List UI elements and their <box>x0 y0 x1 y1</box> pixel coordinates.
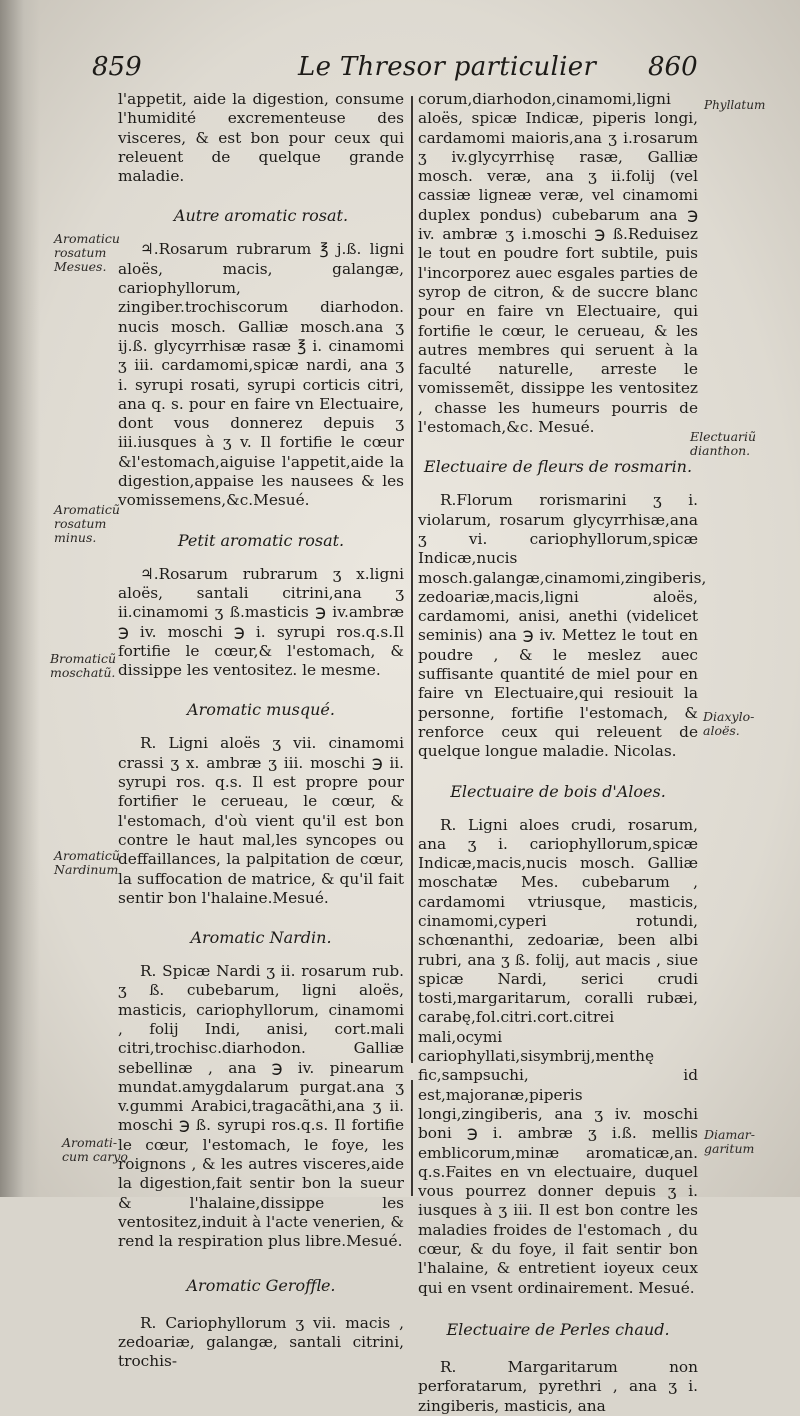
margin-note-aromatic-caryo: Aromati- cum caryo <box>62 1135 128 1164</box>
left-page-number: 859 <box>92 52 142 82</box>
section-text-fleurs-de-rosmarin: R.Florum rorismarini ʒ i. violarum, rosarum glycyrrhisæ,ana ʒ vi. cariophyllorum,spicæ Indicæ,nucis mosch.galangæ,cinamomi,zingiberis, zedoariæ,macis,ligni aloës, cardamomi, anisi, anethi (videlicet seminis) ana ℈ iv. Mettez le tout en poudre , & le meslez auec suffisante quantité de miel pour en faire vn Electuaire,qui resiouit la personne, fortifie l'estomach, & renforce ceux qui releuent de quelque longue maladie. Nicolas. <box>418 491 707 761</box>
column-rule-lower <box>411 1080 413 1196</box>
left-column <box>118 90 404 1371</box>
section-text-perles-chaud: R. Margaritarum non perforatarum, pyrethri , ana ʒ i. zingiberis, masticis, ana <box>418 1357 698 1415</box>
section-title-perles-chaud: Electuaire de Perles chaud. <box>446 1319 670 1339</box>
section-text-aromatic-geroffle: R. Cariophyllorum ʒ vii. macis , zedoariæ, galangæ, santali citrini, trochis- <box>118 1313 404 1371</box>
section-title-petit-aromatic-rosat: Petit aromatic rosat. <box>177 530 345 550</box>
margin-note-aromatic-musque: Bromaticũ moschatũ. <box>50 651 117 680</box>
section-title-aromatic-nardin: Aromatic Nardin. <box>190 928 332 948</box>
section-title-bois-d-aloes: Electuaire de bois d'Aloes. <box>450 781 666 801</box>
right-column <box>418 90 707 1416</box>
margin-note-aromatic-rosat: Aromaticu rosatum Mesues. <box>54 231 120 274</box>
margin-note-aromatic-nardin: Aromaticũ Nardinum <box>54 848 120 877</box>
section-text-bois-d-aloes: R. Ligni aloes crudi, rosarum, ana ʒ i. cariophyllorum,spicæ Indicæ,macis,nucis mosch. Galliæ moschatæ Mes. cubebarum , cardamomi vtriusque, masticis, cinamomi,cyperi rotundi, schœnanthi, zedoariæ, been albi rubri, ana ʒ ß. folij, aut macis , siue spicæ Nardi, serici crudi tosti,margaritarum, coralli rubæi, carabę,fol.citri.cort.citrei mali,ocymi cariophyllati,sisymbrij,menthę fic,sampsuchi, id est,majoranæ,piperis longi,zingiberis, ana ʒ iv. moschi boni ℈ i. ambræ ʒ i.ß. mellis emblicorum,minæ aromaticæ,an. q.s.Faites en vn electuaire, duquel vous pourrez donner depuis ʒ i. iusques à ʒ iii. Il est bon contre les maladies froides de l'estomach , du cœur, & du foye, il fait sentir bon l'halaine, & entretient ioyeux ceux qui en vsent ordinairement. Mesué. <box>418 815 698 1297</box>
section-text-aromatic-nardin: R. Spicæ Nardi ʒ ii. rosarum rub. ʒ ß. cubebarum, ligni aloës, masticis, cariophyllorum, cinamomi , folij Indi, anisi, cort.mali citri,trochisc.diarhodon. Galliæ sebellinæ , ana ℈ iv. pinearum mundat.amygdalarum purgat.ana ʒ v.gummi Arabici,tragacãthi,ana ʒ ii. moschi ℈ ß. syrupi ros.q.s. Il fortifie le cœur, l'estomach, le foye, les roignons , & les autres visceres,aide la digestion,fait sentir bon la sueur & l'halaine,dissippe les ventositez,induit à l'acte venerien, & rend la respiration plus libre.Mesué. <box>118 962 404 1251</box>
margin-note-phyllatum: Phyllatum <box>704 98 766 112</box>
binding-shadow <box>0 0 40 1197</box>
right-page-number: 860 <box>648 52 698 82</box>
right-intro-paragraph: corum,diarhodon,cinamomi,ligni aloës, spicæ Indicæ, piperis longi, cardamomi maioris,ana ʒ i.rosarum ʒ iv.glycyrrhisę rasæ, Galliæ mosch. veræ, ana ʒ ii.folij (vel cassiæ ligneæ veræ, vel cinamomi duplex pondus) cubebarum ana ℈ iv. ambræ ʒ i.moschi ℈ ß.Reduisez le tout en poudre fort subtile, puis l'incorporez auec esgales parties de syrop de citron, & de succre blanc pour en faire vn Electuaire, qui fortifie le cœur, le cerueau, & les autres membres qui seruent à la faculté naturelle, arreste le vomissemẽt, dissippe les ventositez , chasse les humeurs pourris de l'estomach,&c. Mesué. <box>418 90 698 437</box>
margin-note-diaxyloaloes: Diaxylo- aloës. <box>703 709 755 738</box>
section-text-petit-aromatic-rosat: ♃.Rosarum rubrarum ʒ x.ligni aloës, santali citrini,ana ʒ ii.cinamomi ʒ ß.masticis ℈ iv.ambræ ℈ iv. moschi ℈ i. syrupi ros.q.s.Il fortifie le cœur,& l'estomach, & dissippe les ventositez. le mesme. <box>118 564 404 680</box>
section-title-fleurs-de-rosmarin: Electuaire de fleurs de rosmarin. <box>423 457 693 477</box>
section-text-autre-aromatic-rosat: ♃.Rosarum rubrarum ℥ j.ß. ligni aloës, macis, galangæ, cariophyllorum, zingiber.trochiscorum diarhodon. nucis mosch. Galliæ mosch.ana ʒ ij.ß. glycyrrhisæ rasæ ℥ i. cinamomi ʒ iii. cardamomi,spicæ nardi, ana ʒ i. syrupi rosati, syrupi corticis citri, ana q. s. pour en faire vn Electuaire, dont vous donnerez depuis ʒ iii.iusques à ʒ v. Il fortifie le cœur &l'estomach,aiguise l'appetit,aide la digestion,appaise les nausees & les vomissemens,&c.Mesué. <box>118 240 404 510</box>
section-title-autre-aromatic-rosat: Autre aromatic rosat. <box>173 206 349 226</box>
section-text-aromatic-musque: R. Ligni aloës ʒ vii. cinamomi crassi ʒ x. ambræ ʒ iii. moschi ℈ ii. syrupi ros. q.s. Il est propre pour fortifier le cerueau, le cœur, & l'estomach, d'où vient qu'il est bon contre le haut mal,les syncopes ou deffaillances, la palpitation de cœur, la suffocation de matrice, & qu'il fait sentir bon l'halaine.Mesué. <box>118 734 404 907</box>
section-title-aromatic-geroffle: Aromatic Geroffle. <box>186 1275 336 1295</box>
margin-note-petit-aromatic: Aromaticũ rosatum minus. <box>54 502 120 545</box>
column-rule-upper <box>411 96 413 1063</box>
running-title: Le Thresor particulier <box>298 52 597 82</box>
margin-note-diamargaritum: Diamar- garitum <box>704 1127 755 1156</box>
left-intro-paragraph: l'appetit, aide la digestion, consume l'humidité excrementeuse des visceres, & est bon pour ceux qui releuent de quelque grande maladie. <box>118 90 404 186</box>
margin-note-dianthon: Electuariũ dianthon. <box>690 429 757 458</box>
section-title-aromatic-musque: Aromatic musqué. <box>187 700 335 720</box>
